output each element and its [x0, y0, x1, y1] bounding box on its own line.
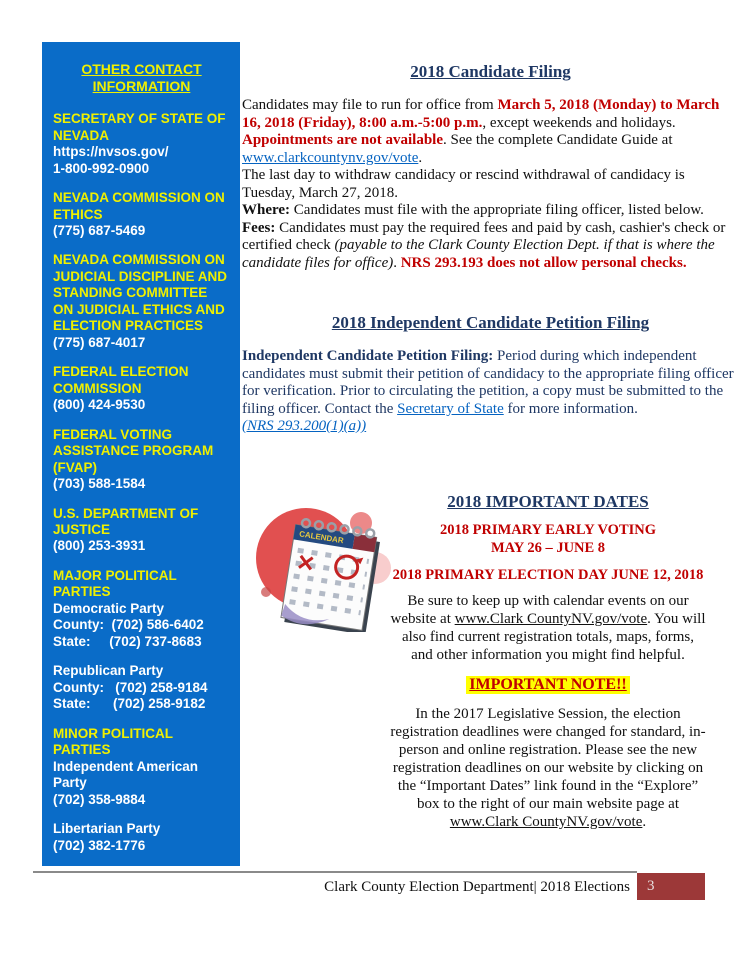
calendar-events-paragraph — [390, 592, 706, 664]
candidate-filing-title: 2018 Candidate Filing — [410, 62, 571, 81]
contact-url[interactable]: https://nvsos.gov/ — [53, 144, 169, 160]
early-voting-dates — [390, 521, 706, 557]
dates-text: Be sure to keep up with calendar events on our website at — [390, 593, 689, 628]
petition-lead-label: Independent Candidate Petition Filing: — [242, 348, 494, 364]
important-note-title: IMPORTANT NOTE!! — [466, 676, 630, 694]
contact-entry-doj — [53, 506, 230, 555]
contact-heading: SECRETARY OF STATE OF NEVADA — [53, 111, 226, 143]
candidate-filing-section — [242, 62, 739, 272]
filing-dates-text: March 5, 2018 (Monday) to March 16, 2018 (Friday), 8:00 a.m.-5:00 p.m. — [242, 97, 720, 131]
contact-entry-libertarian-party — [53, 821, 230, 854]
nrs-warning-text: NRS 293.193 does not allow personal checks. — [400, 254, 687, 271]
early-voting-label: 2018 PRIMARY EARLY VOTING — [439, 522, 657, 538]
contact-heading: NEVADA COMMISSION ON JUDICIAL DISCIPLINE AND STANDING COMMITTEE ON JUDICIAL ETHICS AND ELECTION PRACTICES — [53, 252, 228, 334]
party-phone: (702) 358-9884 — [53, 791, 146, 807]
petition-filing-section — [242, 313, 739, 436]
important-dates-section — [242, 492, 739, 841]
contact-phone: (775) 687-5469 — [53, 222, 146, 238]
page-number-badge: 3 — [637, 873, 705, 900]
contact-heading: MAJOR POLITICAL PARTIES — [53, 567, 177, 600]
contact-entry-ethics-commission — [53, 190, 230, 239]
contact-phone: (800) 253-3931 — [53, 538, 146, 554]
where-label: Where: — [242, 202, 291, 219]
appointments-warning-text: Appointments are not available — [242, 132, 443, 149]
county-website-link[interactable]: www.Clark CountyNV.gov/vote — [454, 611, 648, 628]
party-name: Democratic Party — [53, 600, 165, 616]
contact-phone: (703) 588-1584 — [53, 476, 146, 492]
calendar-image — [250, 498, 398, 632]
note-text: In the 2017 Legislative Session, the election registration deadlines were changed for standard, in-person and online registration. Please see the new registration deadlines on our website by clicking on the “Important Dates” link found in the “Explore” box to the right of our main website page at — [390, 706, 706, 813]
contact-phone: (775) 687-4017 — [53, 334, 146, 350]
contact-entry-secretary-of-state — [53, 111, 230, 177]
fees-payable-note: (payable to the Clark County Election Dept. if that is where the candidate files for office) — [242, 237, 715, 271]
filing-text: . — [418, 149, 423, 166]
petition-filing-title: 2018 Independent Candidate Petition Filing — [331, 313, 650, 332]
contact-heading: U.S. DEPARTMENT OF JUSTICE — [53, 505, 199, 537]
fees-label: Fees: — [242, 219, 276, 236]
svg-text:CALENDAR: CALENDAR — [298, 529, 345, 546]
party-phone-state: State: (702) 737-8683 — [53, 633, 202, 649]
contact-entry-major-parties — [53, 568, 230, 650]
party-phone-county: County: (702) 258-9184 — [53, 679, 208, 695]
dates-text: . You will also find current registration totals, maps, forms, and other information you might find helpful. — [401, 611, 706, 664]
contact-heading: NEVADA COMMISSION ON ETHICS — [53, 190, 225, 222]
contact-entry-fec — [53, 364, 230, 413]
footer-text: Clark County Election Department| 2018 Elections — [324, 879, 630, 895]
fees-text: . — [393, 254, 401, 271]
county-website-link[interactable]: www.Clark CountyNV.gov/vote — [449, 814, 643, 831]
contact-entry-minor-parties — [53, 726, 230, 808]
candidate-filing-body — [242, 97, 739, 272]
contact-heading: FEDERAL VOTING ASSISTANCE PROGRAM (FVAP) — [53, 426, 214, 475]
petition-text: for more information. — [503, 400, 638, 417]
petition-text: Period during which independent candidates must submit their petition of candidacy to the appropriate filing officer for verification. Prior to circulating the petition, a copy must be submitted to the filing officer. Contact the — [242, 348, 734, 417]
important-dates-title: 2018 IMPORTANT DATES — [447, 492, 649, 511]
fees-paragraph — [242, 220, 739, 273]
nrs-statute-link[interactable]: (NRS 293.200(1)(a)) — [242, 418, 367, 435]
contact-heading: MINOR POLITICAL PARTIES — [53, 725, 173, 758]
footer-divider — [33, 871, 637, 873]
contact-phone: 1-800-992-0900 — [53, 160, 150, 176]
party-phone-county: County: (702) 586-6402 — [53, 617, 204, 633]
petition-filing-body — [242, 348, 739, 436]
contact-entry-judicial-discipline — [53, 252, 230, 351]
party-phone-state: State: (702) 258-9182 — [53, 696, 206, 712]
election-day-line: 2018 PRIMARY ELECTION DAY JUNE 12, 2018 — [392, 567, 704, 584]
where-paragraph — [242, 202, 739, 220]
party-name: Republican Party — [53, 663, 164, 679]
important-note-heading-wrap — [390, 674, 706, 697]
note-text: . — [642, 814, 647, 831]
contact-phone: (800) 424-9530 — [53, 397, 146, 413]
contact-entry-fvap — [53, 427, 230, 493]
secretary-of-state-link[interactable]: Secretary of State — [397, 400, 504, 417]
early-voting-range: MAY 26 – JUNE 8 — [490, 540, 606, 557]
party-name: Independent American Party — [53, 758, 202, 791]
important-dates-column — [390, 492, 706, 831]
important-note-paragraph — [390, 705, 706, 831]
party-name: Libertarian Party — [53, 821, 161, 837]
candidate-guide-link[interactable]: www.clarkcountynv.gov/vote — [242, 149, 419, 166]
party-phone: (702) 382-1776 — [53, 837, 146, 853]
contact-entry-republican-party — [53, 663, 230, 712]
filing-text: Candidates may file to run for office from — [242, 97, 498, 113]
contact-heading: FEDERAL ELECTION COMMISSION — [53, 364, 189, 396]
withdraw-deadline-text: The last day to withdraw candidacy or rescind withdrawal of candidacy is Tuesday, March 27, 2018. — [242, 167, 685, 201]
sidebar-title: OTHER CONTACT INFORMATION — [81, 61, 202, 95]
where-text: Candidates must file with the appropriate filing officer, listed below. — [290, 202, 704, 219]
filing-text: , except weekends and holidays. — [482, 114, 676, 131]
filing-text: . See the complete Candidate Guide at — [442, 132, 673, 149]
contact-info-sidebar — [42, 42, 240, 866]
fees-text: Candidates must pay the required fees and paid by cash, cashier's check or certified check — [242, 219, 726, 254]
